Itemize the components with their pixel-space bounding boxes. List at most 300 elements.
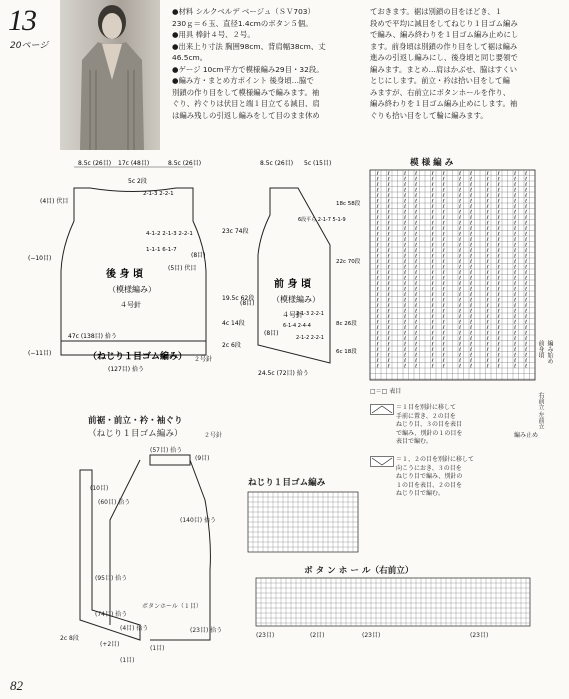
twist-stitch-mark: ℓ: [470, 319, 473, 326]
twist-stitch-mark: ℓ: [404, 237, 407, 243]
band-subtitle: （ねじり１目ゴム編み）: [88, 429, 183, 439]
twist-stitch-mark: ℓ: [470, 303, 473, 309]
twist-stitch-mark: ℓ: [486, 308, 489, 315]
twist-stitch-mark: ℓ: [525, 347, 528, 353]
twist-stitch-mark: ℓ: [486, 275, 489, 282]
twist-stitch-mark: ℓ: [459, 204, 462, 210]
twist-stitch-mark: ℓ: [415, 292, 418, 298]
twist-stitch-mark: ℓ: [442, 193, 445, 199]
twist-stitch-mark: ℓ: [431, 286, 434, 293]
twist-stitch-mark: ℓ: [415, 231, 418, 238]
twist-stitch-mark: ℓ: [470, 308, 473, 315]
twist-stitch-mark: ℓ: [404, 176, 407, 183]
band-schematic: [40, 440, 240, 670]
twist-stitch-mark: ℓ: [431, 204, 434, 210]
instructions-line: 編み終わりを１目ゴム編み止めにします。袖: [370, 99, 518, 108]
back-title: 後 身 頃: [106, 269, 143, 280]
bh-under-2: (23目): [470, 632, 489, 639]
twist-stitch-mark: ℓ: [404, 193, 407, 199]
twist-stitch-mark: ℓ: [497, 220, 500, 227]
back-width-in: 47c (138目) 拾う: [68, 333, 117, 340]
twist-stitch-mark: ℓ: [514, 264, 517, 271]
twist-stitch-mark: ℓ: [486, 286, 489, 293]
twist-stitch-mark: ℓ: [442, 226, 445, 232]
twist-stitch-mark: ℓ: [525, 286, 528, 293]
rib-title: ねじり１目ゴム編み: [248, 478, 326, 488]
twist-stitch-mark: ℓ: [415, 330, 418, 337]
twist-stitch-mark: ℓ: [387, 347, 390, 353]
front-rows: 6段平ら 2-1-7 5-1-9: [298, 217, 346, 223]
twist-stitch-mark: ℓ: [497, 259, 500, 265]
twist-stitch-mark: ℓ: [442, 171, 445, 177]
twist-stitch-mark: ℓ: [514, 358, 517, 364]
twist-stitch-mark: ℓ: [387, 330, 390, 337]
twist-stitch-mark: ℓ: [415, 237, 418, 243]
twist-stitch-mark: ℓ: [376, 330, 379, 337]
band-neck: [150, 455, 190, 465]
twist-stitch-mark: ℓ: [431, 231, 434, 238]
twist-stitch-mark: ℓ: [415, 270, 418, 276]
materials-line: は編み残しの引返し編みをして目のまま休め: [172, 110, 320, 120]
twist-stitch-mark: ℓ: [497, 209, 500, 216]
legend-2-line: ねじり目で編む。: [396, 490, 445, 497]
twist-stitch-mark: ℓ: [525, 259, 528, 265]
twist-stitch-mark: ℓ: [514, 226, 517, 232]
twist-stitch-mark: ℓ: [404, 363, 407, 370]
band-label-5: (95目) 拾う: [95, 575, 128, 582]
twist-stitch-mark: ℓ: [442, 242, 445, 249]
twist-stitch-mark: ℓ: [376, 347, 379, 353]
twist-stitch-mark: ℓ: [415, 253, 418, 260]
twist-stitch-mark: ℓ: [470, 358, 473, 364]
twist-stitch-mark: ℓ: [497, 215, 500, 221]
band-label-2: (10目): [90, 485, 109, 492]
twist-stitch-mark: ℓ: [470, 248, 473, 254]
twist-stitch-mark: ℓ: [525, 220, 528, 227]
twist-stitch-mark: ℓ: [415, 193, 418, 199]
twist-stitch-mark: ℓ: [497, 363, 500, 370]
twist-stitch-mark: ℓ: [387, 314, 390, 320]
twist-stitch-mark: ℓ: [376, 220, 379, 227]
back-side-a: (4目) 伏目: [40, 198, 69, 205]
twist-stitch-mark: ℓ: [387, 275, 390, 282]
twist-stitch-mark: ℓ: [431, 308, 434, 315]
twist-stitch-mark: ℓ: [486, 248, 489, 254]
twist-stitch-mark: ℓ: [387, 297, 390, 304]
twist-stitch-mark: ℓ: [497, 347, 500, 353]
twist-stitch-mark: ℓ: [497, 286, 500, 293]
page-reference: 20ページ: [10, 41, 49, 51]
twist-stitch-mark: ℓ: [470, 215, 473, 221]
twist-stitch-mark: ℓ: [486, 171, 489, 177]
twist-stitch-mark: ℓ: [497, 303, 500, 309]
twist-stitch-mark: ℓ: [525, 242, 528, 249]
twist-stitch-mark: ℓ: [514, 193, 517, 199]
twist-stitch-mark: ℓ: [470, 363, 473, 370]
twist-stitch-mark: ℓ: [470, 281, 473, 287]
page-number: 82: [10, 678, 23, 693]
twist-stitch-mark: ℓ: [387, 270, 390, 276]
twist-stitch-mark: ℓ: [486, 204, 489, 210]
chart-legend-key: □＝□ 表目: [370, 388, 402, 395]
twist-stitch-mark: ℓ: [459, 341, 462, 348]
materials-line: 230ｇ＝６玉、直径1.4cmのボタン５個。: [172, 18, 313, 28]
twist-stitch-mark: ℓ: [470, 286, 473, 293]
twist-stitch-mark: ℓ: [404, 341, 407, 348]
twist-stitch-mark: ℓ: [387, 198, 390, 205]
twist-stitch-mark: ℓ: [470, 297, 473, 304]
buttonhole-title: ボ タ ン ホ ー ル（右前立）: [304, 566, 414, 576]
twist-stitch-mark: ℓ: [486, 193, 489, 199]
back-side-d: (−10目): [28, 255, 52, 262]
legend-2-line: 向こうにおき、３の目を: [396, 464, 462, 472]
front-title: 前 身 頃: [274, 279, 311, 290]
twist-stitch-mark: ℓ: [497, 330, 500, 337]
twist-stitch-mark: ℓ: [459, 352, 462, 359]
twist-stitch-mark: ℓ: [470, 253, 473, 260]
twist-stitch-mark: ℓ: [470, 341, 473, 348]
twist-stitch-mark: ℓ: [442, 319, 445, 326]
twist-stitch-mark: ℓ: [497, 281, 500, 287]
twist-stitch-mark: ℓ: [376, 358, 379, 364]
twist-stitch-mark: ℓ: [442, 264, 445, 271]
twist-stitch-mark: ℓ: [459, 281, 462, 287]
twist-stitch-mark: ℓ: [415, 341, 418, 348]
materials-line: 別鎖の作り目をして模様編みで編みます。袖: [172, 87, 320, 97]
band-label-4: (140目) 拾う: [180, 517, 217, 524]
back-ha: 4-1-2 2-1-3 2-2-1: [146, 231, 193, 237]
legend-1-line: 表目で編む。: [396, 438, 433, 445]
twist-stitch-mark: ℓ: [404, 270, 407, 276]
twist-stitch-mark: ℓ: [404, 231, 407, 238]
twist-stitch-mark: ℓ: [514, 253, 517, 260]
twist-stitch-mark: ℓ: [459, 253, 462, 260]
twist-stitch-mark: ℓ: [415, 242, 418, 249]
twist-stitch-mark: ℓ: [486, 209, 489, 216]
twist-stitch-mark: ℓ: [442, 330, 445, 337]
twist-stitch-mark: ℓ: [497, 231, 500, 238]
chart-side-note-3: 右前立 左前立: [537, 392, 544, 430]
front-h4: 6c 18段: [336, 349, 357, 355]
twist-stitch-mark: ℓ: [376, 242, 379, 249]
front-rows4: 2-1-2 2-2-1: [296, 335, 324, 341]
back-width-bottom: (127目) 拾う: [108, 366, 145, 373]
twist-stitch-mark: ℓ: [404, 325, 407, 331]
twist-stitch-mark: ℓ: [470, 220, 473, 227]
legend-1-line: で編み、別針の１の目を: [396, 429, 463, 437]
band-label-6: ボタンホール（１目）: [142, 603, 202, 610]
twist-stitch-mark: ℓ: [376, 193, 379, 199]
twist-stitch-mark: ℓ: [514, 341, 517, 348]
twist-stitch-mark: ℓ: [415, 198, 418, 205]
twist-stitch-mark: ℓ: [525, 341, 528, 348]
twist-stitch-mark: ℓ: [459, 215, 462, 221]
twist-stitch-mark: ℓ: [431, 193, 434, 199]
twist-stitch-mark: ℓ: [387, 242, 390, 249]
twist-stitch-mark: ℓ: [415, 297, 418, 304]
twist-stitch-mark: ℓ: [404, 297, 407, 304]
twist-stitch-mark: ℓ: [525, 264, 528, 271]
twist-stitch-mark: ℓ: [376, 336, 379, 342]
twist-stitch-mark: ℓ: [514, 314, 517, 320]
twist-stitch-mark: ℓ: [497, 248, 500, 254]
back-neck: 5c 2段: [128, 178, 147, 185]
twist-stitch-mark: ℓ: [376, 198, 379, 205]
twist-stitch-mark: ℓ: [376, 248, 379, 254]
twist-stitch-mark: ℓ: [459, 248, 462, 254]
twist-stitch-mark: ℓ: [442, 325, 445, 331]
twist-stitch-mark: ℓ: [431, 187, 434, 194]
front-rows2: 2-1-3 2-2-1: [296, 311, 324, 317]
twist-stitch-mark: ℓ: [459, 231, 462, 238]
twist-stitch-mark: ℓ: [525, 171, 528, 177]
twist-stitch-mark: ℓ: [442, 303, 445, 309]
twist-stitch-mark: ℓ: [459, 330, 462, 337]
twist-stitch-mark: ℓ: [459, 297, 462, 304]
twist-stitch-mark: ℓ: [376, 253, 379, 260]
twist-stitch-mark: ℓ: [442, 231, 445, 238]
twist-stitch-mark: ℓ: [497, 253, 500, 260]
twist-stitch-mark: ℓ: [415, 176, 418, 183]
twist-stitch-mark: ℓ: [514, 270, 517, 276]
twist-stitch-mark: ℓ: [486, 176, 489, 183]
model-photo: [60, 0, 160, 150]
materials-line: ●出来上り寸法 胸囲98cm、背肩幅38cm、丈: [172, 41, 326, 51]
twist-stitch-mark: ℓ: [376, 209, 379, 216]
back-side-c: (−11目): [28, 350, 52, 357]
twist-stitch-mark: ℓ: [442, 336, 445, 342]
twist-stitch-mark: ℓ: [431, 292, 434, 298]
twist-stitch-mark: ℓ: [514, 308, 517, 315]
twist-stitch-mark: ℓ: [431, 358, 434, 364]
twist-stitch-mark: ℓ: [514, 286, 517, 293]
twist-stitch-mark: ℓ: [442, 215, 445, 221]
twist-stitch-mark: ℓ: [376, 325, 379, 331]
band-title: 前裾・前立・衿・袖ぐり: [88, 416, 183, 426]
twist-stitch-mark: ℓ: [376, 303, 379, 309]
twist-stitch-mark: ℓ: [514, 237, 517, 243]
twist-stitch-mark: ℓ: [486, 242, 489, 249]
twist-stitch-mark: ℓ: [404, 248, 407, 254]
twist-stitch-mark: ℓ: [431, 363, 434, 370]
twist-stitch-mark: ℓ: [514, 209, 517, 216]
twist-stitch-mark: ℓ: [431, 176, 434, 183]
back-ribbing-label: （ねじり１目ゴム編み）: [88, 352, 188, 362]
twist-stitch-mark: ℓ: [387, 336, 390, 342]
twist-stitch-mark: ℓ: [404, 352, 407, 359]
twist-stitch-mark: ℓ: [404, 226, 407, 232]
twist-stitch-mark: ℓ: [470, 242, 473, 249]
twist-stitch-mark: ℓ: [486, 358, 489, 364]
twist-stitch-mark: ℓ: [442, 314, 445, 320]
twist-stitch-mark: ℓ: [431, 330, 434, 337]
twist-stitch-mark: ℓ: [459, 270, 462, 276]
materials-line: ●編み方・まとめ方ポイント 後身頃…脇で: [172, 76, 314, 85]
twist-stitch-mark: ℓ: [525, 330, 528, 337]
twist-stitch-mark: ℓ: [459, 275, 462, 282]
twist-stitch-mark: ℓ: [442, 297, 445, 304]
twist-stitch-mark: ℓ: [497, 198, 500, 205]
back-h4: 2c 6段: [222, 342, 241, 349]
twist-stitch-mark: ℓ: [470, 292, 473, 298]
twist-stitch-mark: ℓ: [470, 352, 473, 359]
twist-stitch-mark: ℓ: [486, 347, 489, 353]
twist-stitch-mark: ℓ: [525, 187, 528, 194]
twist-stitch-mark: ℓ: [431, 264, 434, 271]
twist-stitch-mark: ℓ: [459, 286, 462, 293]
front-body-schematic: [238, 155, 360, 380]
twist-stitch-mark: ℓ: [376, 231, 379, 238]
twist-stitch-mark: ℓ: [442, 286, 445, 293]
instructions-line: とじにします。前立・衿は拾い目をして編: [370, 76, 510, 85]
twist-stitch-mark: ℓ: [470, 330, 473, 337]
twist-stitch-mark: ℓ: [514, 242, 517, 249]
twist-stitch-mark: ℓ: [486, 187, 489, 194]
twist-stitch-mark: ℓ: [514, 303, 517, 309]
twist-stitch-mark: ℓ: [442, 347, 445, 353]
twist-stitch-mark: ℓ: [525, 237, 528, 243]
twist-stitch-mark: ℓ: [387, 363, 390, 370]
front-h2: 22c 70段: [336, 259, 361, 265]
twist-stitch-mark: ℓ: [387, 292, 390, 298]
twist-stitch-mark: ℓ: [387, 319, 390, 326]
twist-stitch-mark: ℓ: [486, 226, 489, 232]
twist-stitch-mark: ℓ: [442, 275, 445, 282]
band-label-0: (57目) 拾う: [150, 447, 183, 454]
twist-stitch-mark: ℓ: [376, 204, 379, 210]
twist-stitch-mark: ℓ: [459, 292, 462, 298]
twist-stitch-mark: ℓ: [497, 352, 500, 359]
twist-stitch-mark: ℓ: [431, 209, 434, 216]
twist-stitch-mark: ℓ: [404, 187, 407, 194]
twist-stitch-mark: ℓ: [415, 303, 418, 309]
twist-stitch-mark: ℓ: [525, 292, 528, 298]
legend-2-line: ＝１、２の目を別針に移して: [396, 456, 475, 463]
twist-stitch-mark: ℓ: [431, 303, 434, 309]
band-right-panel: [150, 460, 210, 640]
twist-stitch-mark: ℓ: [497, 314, 500, 320]
twist-stitch-mark: ℓ: [486, 330, 489, 337]
twist-stitch-mark: ℓ: [514, 319, 517, 326]
twist-stitch-mark: ℓ: [459, 314, 462, 320]
twist-stitch-mark: ℓ: [431, 259, 434, 265]
twist-stitch-mark: ℓ: [525, 308, 528, 315]
twist-stitch-mark: ℓ: [404, 264, 407, 271]
twist-stitch-mark: ℓ: [486, 182, 489, 188]
twist-stitch-mark: ℓ: [415, 275, 418, 282]
instructions-line: 進みの引返し編みにし、後身頃と同じ要領で: [370, 53, 518, 62]
twist-stitch-mark: ℓ: [431, 248, 434, 254]
front-tag-bottom: (8目): [264, 330, 279, 337]
twist-stitch-mark: ℓ: [415, 187, 418, 194]
twist-stitch-mark: ℓ: [415, 363, 418, 370]
twist-stitch-mark: ℓ: [442, 209, 445, 216]
twist-stitch-mark: ℓ: [514, 336, 517, 342]
twist-stitch-mark: ℓ: [387, 226, 390, 232]
twist-stitch-mark: ℓ: [431, 215, 434, 221]
twist-stitch-mark: ℓ: [497, 336, 500, 342]
twist-stitch-mark: ℓ: [486, 336, 489, 342]
twist-stitch-mark: ℓ: [376, 297, 379, 304]
twist-stitch-mark: ℓ: [387, 286, 390, 293]
twist-stitch-mark: ℓ: [442, 308, 445, 315]
twist-stitch-mark: ℓ: [514, 325, 517, 331]
twist-stitch-mark: ℓ: [525, 182, 528, 188]
twist-stitch-mark: ℓ: [442, 248, 445, 254]
twist-stitch-mark: ℓ: [486, 314, 489, 320]
front-h3: 8c 26段: [336, 321, 357, 327]
chart-side-note-1: 前身頃: [537, 340, 544, 358]
twist-stitch-mark: ℓ: [525, 281, 528, 287]
twist-stitch-mark: ℓ: [486, 325, 489, 331]
twist-stitch-mark: ℓ: [415, 325, 418, 331]
twist-stitch-mark: ℓ: [459, 220, 462, 227]
twist-stitch-mark: ℓ: [497, 226, 500, 232]
twist-stitch-mark: ℓ: [387, 303, 390, 309]
twist-stitch-mark: ℓ: [497, 292, 500, 298]
twist-stitch-mark: ℓ: [376, 308, 379, 315]
buttonhole-chart: [256, 578, 530, 626]
twist-stitch-mark: ℓ: [459, 176, 462, 183]
twist-stitch-mark: ℓ: [387, 231, 390, 238]
band-front-edge: [110, 460, 140, 625]
bh-under-0: (23目): [256, 632, 275, 639]
twist-stitch-mark: ℓ: [404, 182, 407, 188]
twist-stitch-mark: ℓ: [459, 363, 462, 370]
instructions-line: ぐりも拾い目をして輪に編みます。: [370, 110, 488, 120]
twist-stitch-mark: ℓ: [376, 363, 379, 370]
twist-stitch-mark: ℓ: [525, 358, 528, 364]
twist-stitch-mark: ℓ: [486, 270, 489, 276]
twist-stitch-mark: ℓ: [442, 259, 445, 265]
twist-stitch-mark: ℓ: [404, 204, 407, 210]
legend-1: [396, 404, 462, 447]
twist-stitch-mark: ℓ: [404, 253, 407, 260]
twist-stitch-mark: ℓ: [525, 231, 528, 238]
twist-stitch-mark: ℓ: [486, 259, 489, 265]
instructions-line: 段めで平均に減目をしてねじり１目ゴム編み: [370, 18, 518, 28]
twist-stitch-mark: ℓ: [497, 325, 500, 331]
twist-stitch-mark: ℓ: [376, 215, 379, 221]
twist-stitch-mark: ℓ: [497, 187, 500, 194]
twist-stitch-mark: ℓ: [404, 358, 407, 364]
twist-stitch-mark: ℓ: [459, 198, 462, 205]
materials-line: 46.5cm。: [172, 53, 208, 62]
twist-stitch-mark: ℓ: [415, 319, 418, 326]
front-rows3: 6-1-4 2-4-4: [283, 323, 311, 329]
twist-stitch-mark: ℓ: [431, 341, 434, 348]
twist-stitch-mark: ℓ: [376, 264, 379, 271]
instructions-line: 編みます。まとめ…肩はかぶせ、脇はすくい: [370, 64, 518, 74]
twist-stitch-mark: ℓ: [514, 259, 517, 265]
twist-stitch-mark: ℓ: [376, 292, 379, 298]
materials-line: ●ゲージ 10cm平方で模様編み29目・32段。: [172, 64, 324, 74]
twist-stitch-mark: ℓ: [459, 347, 462, 353]
bh-under-3: (2目): [310, 632, 325, 639]
band-label-13: (1目): [120, 657, 135, 664]
twist-stitch-mark: ℓ: [470, 171, 473, 177]
twist-stitch-mark: ℓ: [470, 193, 473, 199]
twist-stitch-mark: ℓ: [376, 286, 379, 293]
twist-stitch-mark: ℓ: [525, 226, 528, 232]
twist-stitch-mark: ℓ: [470, 336, 473, 342]
twist-stitch-mark: ℓ: [525, 209, 528, 216]
twist-stitch-mark: ℓ: [514, 363, 517, 370]
materials-block: [172, 6, 326, 121]
twist-stitch-mark: ℓ: [376, 314, 379, 320]
twist-stitch-mark: ℓ: [486, 237, 489, 243]
twist-stitch-mark: ℓ: [470, 231, 473, 238]
